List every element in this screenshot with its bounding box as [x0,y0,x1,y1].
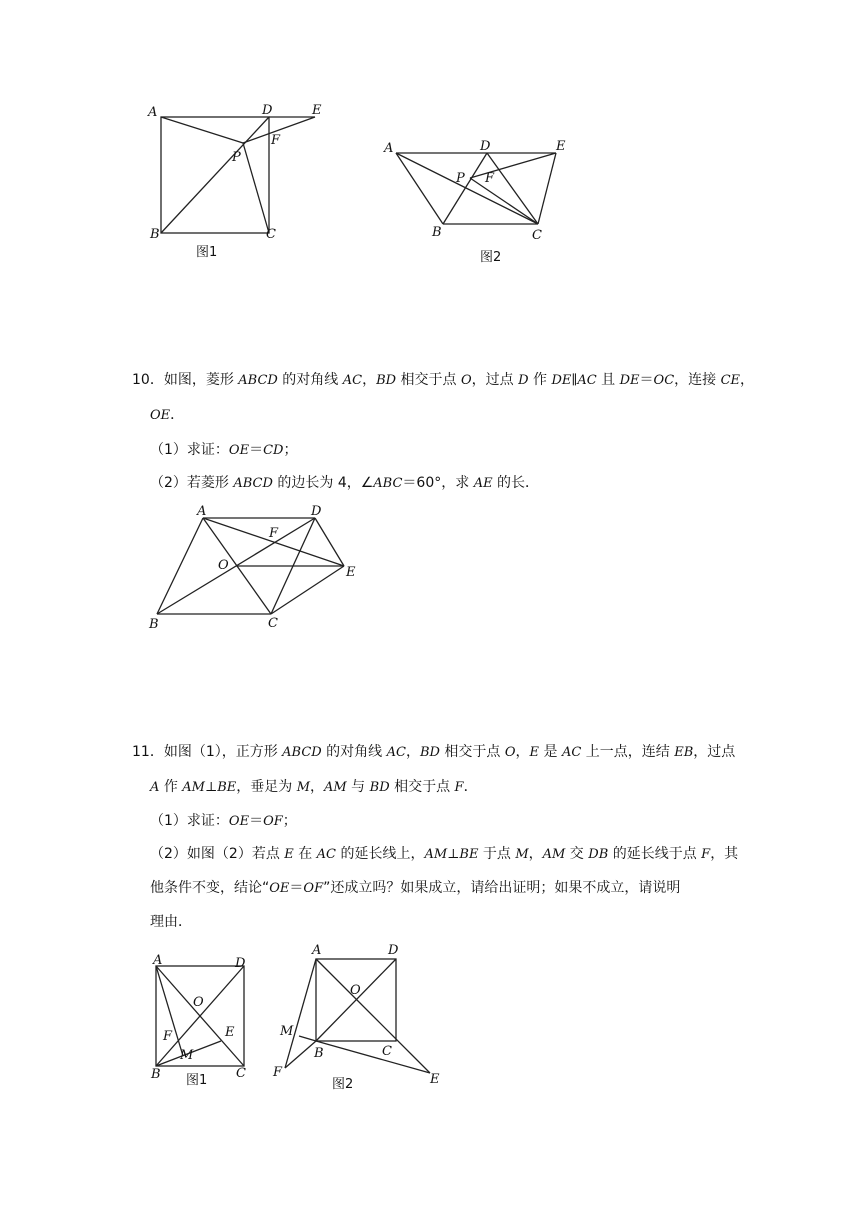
label-o: O [193,995,204,1010]
math: ABCD [282,745,322,760]
math: OE [228,443,250,458]
label-f: F [163,1029,173,1044]
text: ，连接 [674,372,721,388]
math: DB [588,847,609,862]
text: ”还成立吗？如果成立，请给出证明；如果不成立，请说明 [323,880,681,896]
text: 作 [159,779,183,795]
math: EB [674,745,694,760]
label-b: B [432,225,442,240]
math: F [454,780,464,795]
figure-top-1-svg [140,98,340,268]
math: OE [269,881,290,896]
label-o: O [218,558,229,573]
label-a: A [384,141,394,156]
label-p: P [456,171,465,186]
label-b: B [151,1067,161,1082]
text: 且 [596,372,620,388]
figure-caption: 图2 [480,250,502,265]
text: 的延长线上， [336,846,425,862]
math: AE [473,476,493,491]
label-m: M [180,1048,194,1063]
text: 是 [539,744,562,760]
label-e: E [312,103,322,118]
math: A [150,780,160,795]
text: ，过点 [471,372,519,388]
math: DE [619,373,640,388]
figure-top-2-svg [380,134,580,269]
label-m: M [280,1024,294,1039]
label-d: D [235,956,246,971]
math: OC [653,373,675,388]
text: 交 [565,846,589,862]
q11-part-2-line-2 [150,878,680,899]
label-a: A [312,943,322,958]
math: AM [324,780,347,795]
label-p: P [232,150,241,165]
text: 的对角线 [277,372,343,388]
label-e: E [556,139,566,154]
text: ＝ [249,813,264,829]
q11-figure-1 [145,950,265,1090]
q11-part-2-line-1 [150,844,738,865]
text: ＝ [289,880,304,896]
text: 理由． [150,914,192,930]
q11-line-2 [150,777,478,798]
label-b: B [150,227,160,242]
q11-figure-2-lines [285,959,430,1073]
label-d: D [480,139,491,154]
math: M [296,780,311,795]
label-a: A [197,504,207,519]
text: ； [283,442,298,458]
text: ，垂足为 [236,779,297,795]
label-f: F [273,1065,283,1080]
text: （1）求证： [150,442,229,458]
label-e: E [225,1025,235,1040]
label-c: C [236,1066,246,1081]
label-f: F [271,133,281,148]
math: AC [342,373,363,388]
math: CD [263,443,284,458]
text: 的边长为 4，∠ [272,475,374,491]
text: 与 [346,779,370,795]
text: 相交于点 [439,744,505,760]
math: OF [263,814,283,829]
label-a: A [148,105,158,120]
math: OE [228,814,250,829]
text: 的延长线于点 [608,846,702,862]
math: AC [316,847,337,862]
text: ，其 [710,846,739,862]
text: 相交于点 [396,372,461,388]
text: 于点 [478,846,516,862]
text: ． [463,779,478,795]
label-f: F [485,171,495,186]
label-b: B [149,617,159,632]
q11-figure-1-lines [156,966,244,1066]
math: BD [376,373,397,388]
q10-line-2 [150,405,184,426]
figure-top-1-lines [161,117,315,233]
label-c: C [268,616,278,631]
text: ． [170,407,185,423]
text: ＝ [249,442,264,458]
math: AM⊥BE [182,780,237,795]
text: ，过点 [693,744,736,760]
text: ＝60°，求 [402,475,474,491]
text: 的对角线 [321,744,387,760]
label-e: E [430,1072,440,1087]
q11-part-1 [150,811,297,832]
math: AC [386,745,406,760]
math: OF [303,881,324,896]
label-f: F [269,526,279,541]
text: （2）若菱形 [150,475,234,491]
math: ABCD [233,476,273,491]
q10-figure [145,500,375,635]
text: ； [282,813,297,829]
math: AM [542,847,566,862]
figure-caption: 图2 [332,1077,354,1092]
text: 作 [528,372,552,388]
text: 10．如图，菱形 [132,372,239,388]
q11-part-2-line-3 [150,912,192,932]
label-d: D [388,943,399,958]
label-c: C [382,1044,392,1059]
text: 在 [293,846,317,862]
math: F [701,847,711,862]
q10-figure-svg [145,500,375,635]
math: M [515,847,529,862]
math: ABCD [238,373,278,388]
label-b: B [314,1046,324,1061]
label-c: C [532,228,542,243]
text: 11．如图（1），正方形 [132,744,283,760]
q11-line-1 [132,742,735,763]
figure-caption: 图1 [186,1073,208,1088]
label-o: O [350,983,361,998]
math: ABC [373,476,403,491]
text: （2）如图（2）若点 [150,846,285,862]
math: BD [369,780,390,795]
text: 上一点，连结 [581,744,675,760]
math: D [518,373,529,388]
q11-figure-2 [270,938,455,1093]
figure-top-2-lines [396,153,556,224]
math: BD [419,745,440,760]
figure-caption: 图1 [196,245,218,260]
text: ， [515,744,530,760]
q10-line-1 [132,370,754,391]
math: E [529,745,540,760]
math: AC [561,745,582,760]
math: O [504,745,516,760]
text: 的长． [492,475,540,491]
math: E [284,847,294,862]
label-c: C [266,227,276,242]
label-d: D [262,103,273,118]
label-e: E [346,565,356,580]
figure-top-1 [140,98,340,268]
figure-top-2 [380,134,580,269]
math: OE [150,408,171,423]
q10-part-1 [150,440,297,461]
text: ， [310,779,325,795]
math: DE∥AC [551,373,597,388]
text: 相交于点 [389,779,455,795]
label-a: A [153,953,163,968]
q10-figure-lines [157,518,344,614]
math: AM⊥BE [424,847,479,862]
math: O [460,373,472,388]
text: 他条件不变，结论“ [150,880,270,896]
q11-figure-2-svg [270,938,455,1093]
text: ＝ [639,372,654,388]
q10-part-2 [150,473,539,494]
math: CE [720,373,741,388]
q11-figure-1-svg [145,950,265,1090]
text: ， [528,846,543,862]
text: ， [405,744,420,760]
text: ， [740,372,755,388]
text: （1）求证： [150,813,229,829]
label-d: D [311,504,322,519]
text: ， [362,372,377,388]
